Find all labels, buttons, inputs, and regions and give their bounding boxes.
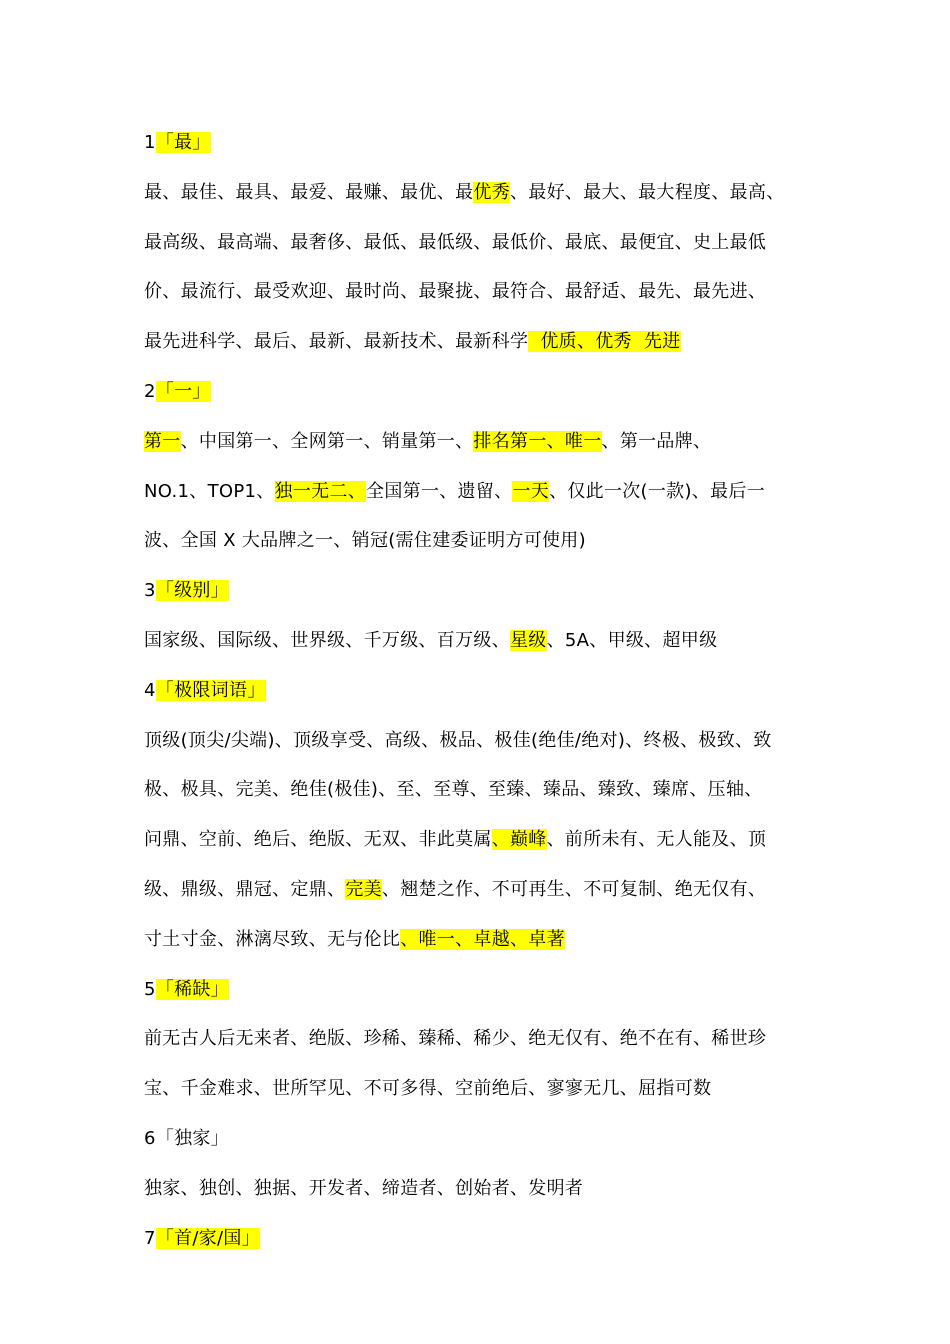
- section-heading: [144, 566, 824, 616]
- section-number: 6: [144, 1127, 156, 1149]
- section-number: 5: [144, 978, 156, 1000]
- term-line: [144, 267, 824, 317]
- section-label: 「首/家/国」: [155, 1227, 260, 1249]
- term-text: 国家级、国际级、世界级、千万级、百万级、: [144, 629, 510, 651]
- highlighted-term: 优秀: [473, 181, 511, 203]
- term-text: 独家、独创、独据、开发者、缔造者、创始者、发明者: [144, 1177, 584, 1199]
- term-text: 级、鼎级、鼎冠、定鼎、: [144, 878, 346, 900]
- term-text: 价、最流行、最受欢迎、最时尚、最聚拢、最符合、最舒适、最先、最先进、: [144, 281, 767, 303]
- term-text: 最、最佳、最具、最爱、最赚、最优、最: [144, 181, 474, 203]
- section-heading: [144, 965, 824, 1015]
- term-text: 极、极具、完美、绝佳(极佳)、至、至尊、至臻、臻品、臻致、臻席、压轴、: [144, 779, 763, 801]
- section-heading: [144, 1214, 824, 1264]
- term-line: [144, 317, 824, 367]
- highlighted-term: 第一: [144, 430, 181, 452]
- term-line: [144, 1014, 824, 1064]
- term-text: 最高级、最高端、最奢侈、最低、最低级、最低价、最底、最便宜、史上最低: [144, 231, 767, 253]
- section-heading: [144, 367, 824, 417]
- document-body: [144, 118, 824, 1263]
- term-text: 波、全国 X 大品牌之一、销冠(需住建委证明方可使用): [144, 530, 586, 552]
- highlighted-term: 排名第一、唯一: [473, 430, 602, 452]
- term-text: NO.1、TOP1、: [144, 480, 275, 502]
- term-text: 、第一品牌、: [601, 430, 712, 452]
- term-line: [144, 765, 824, 815]
- term-line: [144, 1164, 824, 1214]
- term-text: 全国第一、遗留、: [366, 480, 513, 502]
- term-line: [144, 915, 824, 965]
- term-text: 问鼎、空前、绝后、绝版、无双、非此莫属: [144, 829, 492, 851]
- term-line: [144, 815, 824, 865]
- term-line: [144, 417, 824, 467]
- term-text: 、仅此一次(一款)、最后一: [549, 480, 766, 502]
- section-label: 「极限词语」: [155, 679, 266, 701]
- term-line: [144, 168, 824, 218]
- section-label: 「最」: [155, 132, 211, 153]
- term-line: [144, 865, 824, 915]
- term-text: 、前所未有、无人能及、顶: [546, 829, 767, 851]
- section-label: 「稀缺」: [155, 978, 229, 1000]
- highlighted-term: 优质、优秀 先进: [528, 331, 681, 353]
- term-line: [144, 516, 824, 566]
- section-number: 4: [144, 679, 156, 701]
- section-number: 1: [144, 132, 156, 153]
- term-line: [144, 467, 824, 517]
- highlighted-term: 一天: [512, 480, 550, 502]
- section-number: 7: [144, 1227, 156, 1249]
- term-text: 顶级(顶尖/尖端)、顶级享受、高级、极品、极佳(绝佳/绝对)、终极、极致、致: [144, 729, 772, 751]
- term-text: 、最好、最大、最大程度、最高、: [510, 181, 785, 203]
- section-number: 3: [144, 580, 156, 602]
- section-number: 2: [144, 380, 156, 402]
- term-text: 、5A、甲级、超甲级: [546, 629, 718, 651]
- highlighted-term: 、唯一、卓越、卓著: [400, 928, 565, 950]
- highlighted-term: 完美: [345, 878, 382, 900]
- section-label: 「级别」: [155, 580, 229, 602]
- highlighted-term: 星级: [510, 629, 547, 651]
- term-line: [144, 716, 824, 766]
- term-text: 、翘楚之作、不可再生、不可复制、绝无仅有、: [381, 878, 767, 900]
- term-line: [144, 1064, 824, 1114]
- section-label: 「独家」: [155, 1127, 229, 1149]
- highlighted-term: 、巅峰: [491, 829, 547, 851]
- section-heading: [144, 1114, 824, 1164]
- term-line: [144, 218, 824, 268]
- term-text: 前无古人后无来者、绝版、珍稀、臻稀、稀少、绝无仅有、绝不在有、稀世珍: [144, 1028, 767, 1050]
- section-heading: [144, 666, 824, 716]
- term-text: 寸土寸金、淋漓尽致、无与伦比: [144, 928, 401, 950]
- section-heading: [144, 118, 824, 168]
- highlighted-term: 独一无二、: [274, 480, 367, 502]
- term-text: 宝、千金难求、世所罕见、不可多得、空前绝后、寥寥无几、屈指可数: [144, 1078, 712, 1100]
- section-label: 「一」: [155, 380, 211, 402]
- term-text: 最先进科学、最后、最新、最新技术、最新科学: [144, 331, 529, 353]
- term-text: 、中国第一、全网第一、销量第一、: [180, 430, 474, 452]
- term-line: [144, 616, 824, 666]
